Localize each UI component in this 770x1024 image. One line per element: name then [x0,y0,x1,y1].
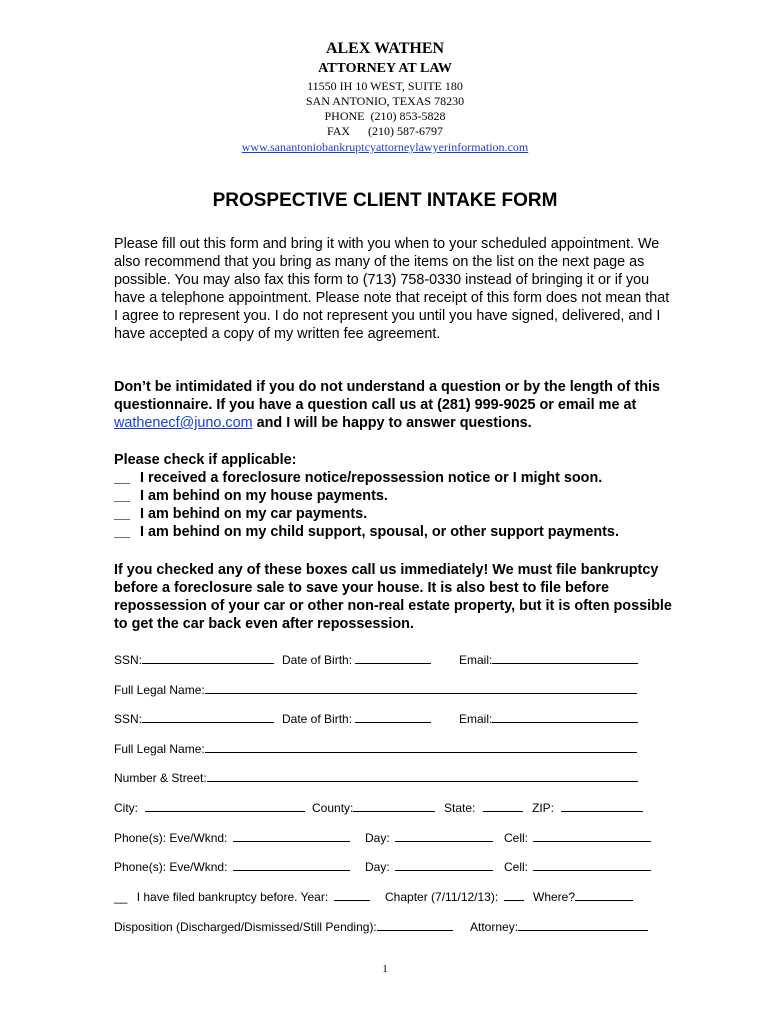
email-field[interactable] [492,652,638,664]
check-blank[interactable]: __ [114,470,131,486]
eve-phone-field-2[interactable] [233,859,350,871]
checklist-item-label: I am behind on my house payments. [140,488,388,504]
cell-phone-field-2[interactable] [533,859,651,871]
dob-label: Date of Birth: [282,653,353,667]
check-blank[interactable]: __ [114,524,131,540]
attorney-name: ALEX WATHEN [325,40,445,57]
county-label: County: [312,801,354,815]
state-label: State: [444,801,476,815]
dob-label: Date of Birth: [282,712,353,726]
day-phone-label: Day: [365,860,390,874]
website-link[interactable]: www.sanantoniobankruptcyattorneylawyerinformation.com [241,140,529,154]
form-title: PROSPECTIVE CLIENT INTAKE FORM [212,190,558,211]
city-label: City: [114,801,138,815]
state-field[interactable] [483,800,523,812]
checklist-heading: Please check if applicable: [114,452,297,468]
zip-label: ZIP: [532,801,555,815]
ssn-field-2[interactable] [142,711,274,723]
email-label: Email: [459,653,493,667]
checklist [114,451,674,541]
checklist-item-label: I am behind on my child support, spousal, or other support payments. [140,524,619,540]
city-field[interactable] [145,800,305,812]
where-field[interactable] [575,889,633,901]
zip-field[interactable] [561,800,643,812]
ssn-label: SSN: [114,712,143,726]
checklist-item-label: I am behind on my car payments. [140,506,368,522]
chapter-field[interactable] [504,889,524,901]
street-label: Number & Street: [114,771,207,785]
check-blank[interactable]: __ [114,488,131,504]
checklist-item[interactable] [114,469,674,487]
full-name-field-2[interactable] [205,741,637,753]
attorney-label: Attorney: [470,920,519,934]
dob-field[interactable] [355,652,431,664]
address-line-2: SAN ANTONIO, TEXAS 78230 [305,94,465,108]
address-line-1: 11550 IH 10 WEST, SUITE 180 [307,79,463,93]
year-field[interactable] [334,889,370,901]
attorney-title: ATTORNEY AT LAW [318,61,452,76]
eve-phone-label: Phone(s): Eve/Wknd: [114,831,228,845]
prior-bankruptcy-check[interactable]: __ [114,890,128,904]
intro-paragraph: Please fill out this form and bring it with you when to your scheduled appointment. We also recommend that you bring as many of the items on the list on the next page as possible. You may also fax this form to (713) 758-0330 instead of bringing it or if you have a telephone appointment. Please note that receipt of this form does not mean that I agree to represent you. I do not represent you until you have signed, delivered, and I have accepted a copy of my written fee agreement. [114,236,670,342]
phone-line: PHONE (210) 853-5828 [324,109,446,123]
email-field-2[interactable] [492,711,638,723]
dob-field-2[interactable] [355,711,431,723]
prior-bankruptcy-label: I have filed bankruptcy before. Year: [136,890,329,904]
check-blank[interactable]: __ [114,506,131,522]
notice-text-before: Don’t be intimidated if you do not understand a question or by the length of this questionnaire. If you have a question call us at (281) 999-9025 or email me at [114,379,661,413]
fax-line: FAX (210) 587-6797 [326,124,444,138]
chapter-label: Chapter (7/11/12/13): [385,890,499,904]
email-link[interactable]: wathenecf@juno.com [114,415,253,431]
attorney-field[interactable] [518,919,648,931]
day-phone-field-2[interactable] [395,859,493,871]
day-phone-field[interactable] [395,830,493,842]
cell-phone-label: Cell: [504,860,529,874]
eve-phone-label: Phone(s): Eve/Wknd: [114,860,228,874]
notice-paragraph [114,378,674,432]
checklist-item[interactable] [114,487,674,505]
full-name-label: Full Legal Name: [114,683,205,697]
page-number: 1 [382,963,388,975]
eve-phone-field[interactable] [233,830,350,842]
ssn-label: SSN: [114,653,143,667]
cell-phone-field[interactable] [533,830,651,842]
checklist-item-label: I received a foreclosure notice/repossession notice or I might soon. [140,470,603,486]
disposition-label: Disposition (Discharged/Dismissed/Still Pending): [114,920,377,934]
full-name-label: Full Legal Name: [114,742,205,756]
checklist-item[interactable] [114,505,674,523]
email-label: Email: [459,712,493,726]
urgent-paragraph: If you checked any of these boxes call us immediately! We must file bankruptcy before a foreclosure sale to save your house. It is also best to file before repossession of your car or other non-real estate property, but it is often possible to get the car back even after repossession. [114,562,672,632]
where-label: Where? [533,890,576,904]
checklist-item[interactable] [114,523,674,541]
ssn-field[interactable] [142,652,274,664]
county-field[interactable] [353,800,435,812]
full-name-field[interactable] [205,682,637,694]
day-phone-label: Day: [365,831,390,845]
disposition-field[interactable] [377,919,453,931]
notice-text-after: and I will be happy to answer questions. [252,415,532,431]
street-field[interactable] [207,770,638,782]
cell-phone-label: Cell: [504,831,529,845]
